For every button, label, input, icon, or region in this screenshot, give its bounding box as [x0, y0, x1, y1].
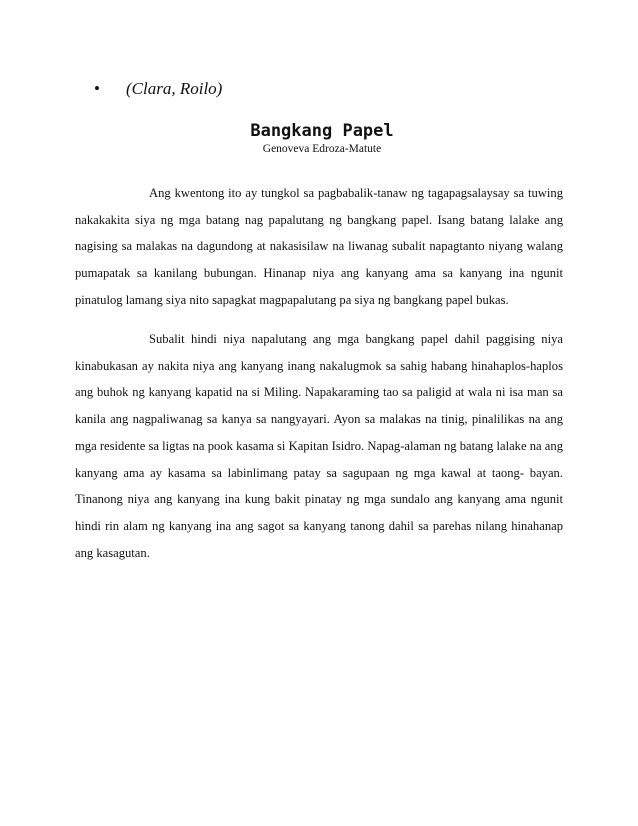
bullet-icon: • — [94, 79, 100, 98]
author-bullet-item — [94, 78, 222, 100]
paragraph-1: Ang kwentong ito ay tungkol sa pagbabalik-tanaw ng tagapagsalaysay sa tuwing nakakakita siya ng mga batang nag papalutang ng bangkang papel. Isang batang lalake ang nagising sa malakas na dagundong at nakasisilaw na liwanag subalit napagtanto niyang walang pumapatak sa kanilang bubungan. Hinanap niya ang kanyang ama sa kanyang ina ngunit pinatulog lamang siya nito sapagkat magpapalutang pa siya ng bangkang papel bukas. — [75, 186, 563, 307]
document-title: Bangkang Papel — [250, 121, 394, 141]
paragraph-2: Subalit hindi niya napalutang ang mga bangkang papel dahil paggising niya kinabukasan ay nakita niya ang kanyang inang nakalugmok sa sahig habang hinahaplos-haplos ang buhok ng kanyang kapatid na si Miling. Napakaraming tao sa paligid at wala ni isa man sa kanila ang nagpaliwanag sa kanya sa nangyayari. Ayon sa malakas na tinig, pinalilikas na ang mga residente sa ligtas na pook kasama si Kapitan Isidro. Napag-alaman ng batang lalake na ang kanyang ama ay kasama sa labinlimang patay sa sagupaan ng mga kawal at taong- bayan. Tinanong niya ang kanyang ina kung bakit pinatay ng mga sundalo ang kanyang ama ngunit hindi rin alam ng kanyang ina ang sagot sa kanyang tanong dahil sa parehas nilang hinahanap ang kasagutan. — [75, 332, 563, 560]
story-author: Genoveva Edroza-Matute — [262, 143, 382, 155]
contributors-label: (Clara, Roilo) — [126, 79, 223, 98]
